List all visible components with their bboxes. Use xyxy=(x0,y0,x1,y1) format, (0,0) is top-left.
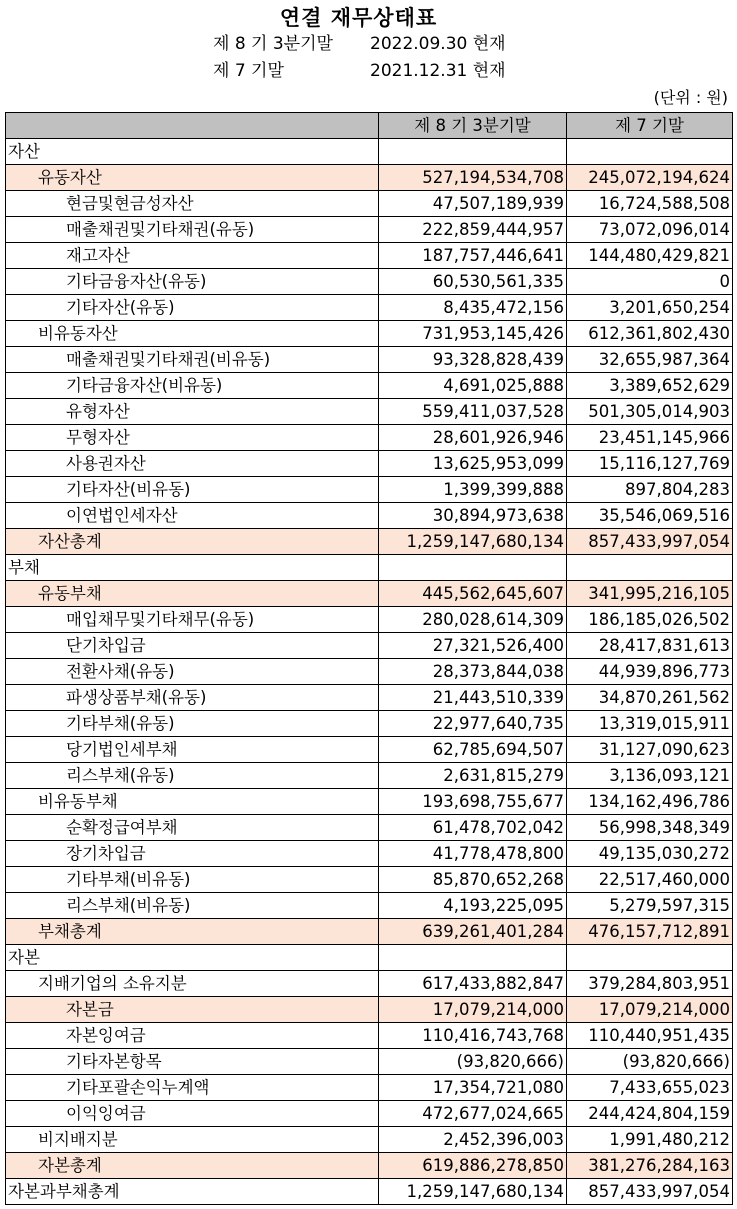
prior-period-value: 17,079,214,000 xyxy=(567,997,733,1023)
account-name: 리스부채(유동) xyxy=(6,763,379,789)
account-name: 부채 xyxy=(6,555,379,581)
table-row xyxy=(6,867,733,893)
table-row xyxy=(6,1153,733,1179)
current-period-value xyxy=(379,555,567,581)
account-name: 사용권자산 xyxy=(6,451,379,477)
prior-period-value: (93,820,666) xyxy=(567,1049,733,1075)
table-row xyxy=(6,139,733,165)
prior-period-value: 22,517,460,000 xyxy=(567,867,733,893)
table-row xyxy=(6,347,733,373)
account-name: 자본잉여금 xyxy=(6,1023,379,1049)
prior-period-value: 3,136,093,121 xyxy=(567,763,733,789)
account-name: 지배기업의 소유지분 xyxy=(6,971,379,997)
account-name: 비유동부채 xyxy=(6,789,379,815)
table-row xyxy=(6,1101,733,1127)
table-row xyxy=(6,425,733,451)
account-name: 기타금융자산(비유동) xyxy=(6,373,379,399)
current-period-value: 280,028,614,309 xyxy=(379,607,567,633)
prior-period-value: 56,998,348,349 xyxy=(567,815,733,841)
account-name: 비지배지분 xyxy=(6,1127,379,1153)
table-row xyxy=(6,841,733,867)
account-name: 유동자산 xyxy=(6,165,379,191)
account-name: 장기차입금 xyxy=(6,841,379,867)
prior-period-value: 245,072,194,624 xyxy=(567,165,733,191)
table-row xyxy=(6,243,733,269)
prior-period-value: 857,433,997,054 xyxy=(567,1179,733,1205)
table-row xyxy=(6,503,733,529)
table-row xyxy=(6,529,733,555)
table-row xyxy=(6,919,733,945)
table-row xyxy=(6,685,733,711)
current-period-value: 4,691,025,888 xyxy=(379,373,567,399)
current-period-value: 21,443,510,339 xyxy=(379,685,567,711)
current-period-value: 110,416,743,768 xyxy=(379,1023,567,1049)
prior-period-value xyxy=(567,139,733,165)
table-row xyxy=(6,191,733,217)
statement-title xyxy=(0,2,737,30)
account-name: 순확정급여부채 xyxy=(6,815,379,841)
prior-period-value: 476,157,712,891 xyxy=(567,919,733,945)
prior-period-value: 7,433,655,023 xyxy=(567,1075,733,1101)
account-name: 자산총계 xyxy=(6,529,379,555)
table-row xyxy=(6,1075,733,1101)
account-name: 이연법인세자산 xyxy=(6,503,379,529)
table-row xyxy=(6,789,733,815)
current-period-value: 22,977,640,735 xyxy=(379,711,567,737)
prior-period-value: 31,127,090,623 xyxy=(567,737,733,763)
current-period-value: 28,601,926,946 xyxy=(379,425,567,451)
prior-period-value: 144,480,429,821 xyxy=(567,243,733,269)
period-current-label: 제 8 기 3분기말 xyxy=(213,34,333,54)
current-period-value: 60,530,561,335 xyxy=(379,269,567,295)
current-period-value: 17,079,214,000 xyxy=(379,997,567,1023)
current-period-value: 30,894,973,638 xyxy=(379,503,567,529)
account-name: 이익잉여금 xyxy=(6,1101,379,1127)
account-name: 단기차입금 xyxy=(6,633,379,659)
account-name: 비유동자산 xyxy=(6,321,379,347)
account-name: 파생상품부채(유동) xyxy=(6,685,379,711)
statement-title-text: 연결 재무상태표 xyxy=(279,6,438,30)
current-period-value: 62,785,694,507 xyxy=(379,737,567,763)
prior-period-value: 49,135,030,272 xyxy=(567,841,733,867)
current-period-value: 187,757,446,641 xyxy=(379,243,567,269)
account-name: 당기법인세부채 xyxy=(6,737,379,763)
prior-period-value: 16,724,588,508 xyxy=(567,191,733,217)
table-row xyxy=(6,399,733,425)
current-period-value: 445,562,645,607 xyxy=(379,581,567,607)
current-period-value: 559,411,037,528 xyxy=(379,399,567,425)
column-header-account xyxy=(6,113,379,139)
prior-period-value: 44,939,896,773 xyxy=(567,659,733,685)
current-period-value: 41,778,478,800 xyxy=(379,841,567,867)
prior-period-value: 134,162,496,786 xyxy=(567,789,733,815)
column-header-current: 제 8 기 3분기말 xyxy=(379,113,567,139)
prior-period-value: 186,185,026,502 xyxy=(567,607,733,633)
prior-period-value: 612,361,802,430 xyxy=(567,321,733,347)
table-row xyxy=(6,997,733,1023)
current-period-value: 28,373,844,038 xyxy=(379,659,567,685)
prior-period-value: 15,116,127,769 xyxy=(567,451,733,477)
account-name: 무형자산 xyxy=(6,425,379,451)
table-row xyxy=(6,269,733,295)
table-header-row xyxy=(6,113,733,139)
current-period-value: 27,321,526,400 xyxy=(379,633,567,659)
table-row xyxy=(6,815,733,841)
current-period-value: 13,625,953,099 xyxy=(379,451,567,477)
prior-period-value: 5,279,597,315 xyxy=(567,893,733,919)
table-row xyxy=(6,737,733,763)
table-row xyxy=(6,165,733,191)
prior-period-value: 341,995,216,105 xyxy=(567,581,733,607)
table-row xyxy=(6,477,733,503)
account-name: 기타금융자산(유동) xyxy=(6,269,379,295)
current-period-value: 1,259,147,680,134 xyxy=(379,529,567,555)
prior-period-value: 0 xyxy=(567,269,733,295)
period-current-date: 2022.09.30 현재 xyxy=(370,34,506,54)
table-row xyxy=(6,451,733,477)
account-name: 기타포괄손익누계액 xyxy=(6,1075,379,1101)
prior-period-value: 1,991,480,212 xyxy=(567,1127,733,1153)
column-header-prior: 제 7 기말 xyxy=(567,113,733,139)
account-name: 리스부채(비유동) xyxy=(6,893,379,919)
table-row xyxy=(6,763,733,789)
current-period-value: 222,859,444,957 xyxy=(379,217,567,243)
current-period-value: 8,435,472,156 xyxy=(379,295,567,321)
current-period-value: 61,478,702,042 xyxy=(379,815,567,841)
current-period-value: 472,677,024,665 xyxy=(379,1101,567,1127)
prior-period-value: 244,424,804,159 xyxy=(567,1101,733,1127)
prior-period-value: 13,319,015,911 xyxy=(567,711,733,737)
table-row xyxy=(6,321,733,347)
account-name: 기타자본항목 xyxy=(6,1049,379,1075)
account-name: 부채총계 xyxy=(6,919,379,945)
current-period-value: 619,886,278,850 xyxy=(379,1153,567,1179)
account-name: 자본금 xyxy=(6,997,379,1023)
prior-period-value xyxy=(567,555,733,581)
table-row xyxy=(6,971,733,997)
table-row xyxy=(6,659,733,685)
account-name: 자산 xyxy=(6,139,379,165)
current-period-value: 617,433,882,847 xyxy=(379,971,567,997)
table-row xyxy=(6,1049,733,1075)
prior-period-value: 3,389,652,629 xyxy=(567,373,733,399)
table-row xyxy=(6,1023,733,1049)
current-period-value: 4,193,225,095 xyxy=(379,893,567,919)
balance-sheet-table xyxy=(5,112,733,1205)
current-period-value xyxy=(379,139,567,165)
current-period-value: 639,261,401,284 xyxy=(379,919,567,945)
table-row xyxy=(6,945,733,971)
prior-period-value: 379,284,803,951 xyxy=(567,971,733,997)
period-prior xyxy=(213,59,613,83)
table-row xyxy=(6,581,733,607)
account-name: 매입채무및기타채무(유동) xyxy=(6,607,379,633)
account-name: 매출채권및기타채권(비유동) xyxy=(6,347,379,373)
table-row xyxy=(6,295,733,321)
prior-period-value: 35,546,069,516 xyxy=(567,503,733,529)
period-prior-label: 제 7 기말 xyxy=(213,61,284,81)
prior-period-value: 857,433,997,054 xyxy=(567,529,733,555)
table-row xyxy=(6,711,733,737)
prior-period-value xyxy=(567,945,733,971)
current-period-value: 47,507,189,939 xyxy=(379,191,567,217)
prior-period-value: 897,804,283 xyxy=(567,477,733,503)
current-period-value: 2,452,396,003 xyxy=(379,1127,567,1153)
account-name: 전환사채(유동) xyxy=(6,659,379,685)
table-row xyxy=(6,1179,733,1205)
prior-period-value: 73,072,096,014 xyxy=(567,217,733,243)
account-name: 자본 xyxy=(6,945,379,971)
current-period-value: 731,953,145,426 xyxy=(379,321,567,347)
prior-period-value: 110,440,951,435 xyxy=(567,1023,733,1049)
table-row xyxy=(6,607,733,633)
table-row xyxy=(6,217,733,243)
account-name: 재고자산 xyxy=(6,243,379,269)
current-period-value: 527,194,534,708 xyxy=(379,165,567,191)
current-period-value: 193,698,755,677 xyxy=(379,789,567,815)
prior-period-value: 381,276,284,163 xyxy=(567,1153,733,1179)
current-period-value: 17,354,721,080 xyxy=(379,1075,567,1101)
account-name: 유동부채 xyxy=(6,581,379,607)
current-period-value: 2,631,815,279 xyxy=(379,763,567,789)
table-row xyxy=(6,633,733,659)
current-period-value: 93,328,828,439 xyxy=(379,347,567,373)
period-current xyxy=(213,32,613,56)
account-name: 유형자산 xyxy=(6,399,379,425)
table-row xyxy=(6,893,733,919)
account-name: 기타부채(비유동) xyxy=(6,867,379,893)
prior-period-value: 28,417,831,613 xyxy=(567,633,733,659)
prior-period-value: 23,451,145,966 xyxy=(567,425,733,451)
account-name: 기타자산(비유동) xyxy=(6,477,379,503)
table-row xyxy=(6,373,733,399)
current-period-value: 1,259,147,680,134 xyxy=(379,1179,567,1205)
table-row xyxy=(6,555,733,581)
prior-period-value: 3,201,650,254 xyxy=(567,295,733,321)
period-prior-date: 2021.12.31 현재 xyxy=(370,61,506,81)
prior-period-value: 34,870,261,562 xyxy=(567,685,733,711)
account-name: 기타부채(유동) xyxy=(6,711,379,737)
table-row xyxy=(6,1127,733,1153)
account-name: 자본총계 xyxy=(6,1153,379,1179)
prior-period-value: 32,655,987,364 xyxy=(567,347,733,373)
current-period-value: 85,870,652,268 xyxy=(379,867,567,893)
account-name: 자본과부채총계 xyxy=(6,1179,379,1205)
account-name: 기타자산(유동) xyxy=(6,295,379,321)
account-name: 매출채권및기타채권(유동) xyxy=(6,217,379,243)
current-period-value: (93,820,666) xyxy=(379,1049,567,1075)
current-period-value xyxy=(379,945,567,971)
unit-label: (단위 : 원) xyxy=(653,88,728,107)
account-name: 현금및현금성자산 xyxy=(6,191,379,217)
current-period-value: 1,399,399,888 xyxy=(379,477,567,503)
prior-period-value: 501,305,014,903 xyxy=(567,399,733,425)
